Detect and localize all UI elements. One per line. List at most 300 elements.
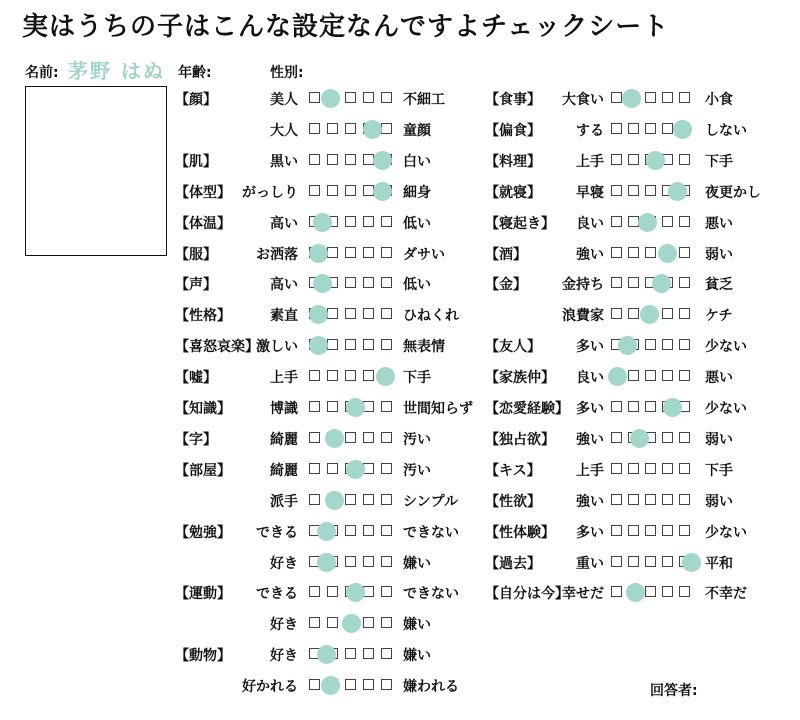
scale-box[interactable] bbox=[611, 154, 622, 165]
low-label: お洒落 bbox=[256, 246, 298, 263]
low-label: できる bbox=[256, 586, 298, 603]
low-label: 博識 bbox=[270, 401, 298, 417]
scale-box[interactable] bbox=[345, 308, 356, 319]
rating-marker bbox=[325, 429, 344, 448]
scale-box[interactable] bbox=[381, 494, 392, 505]
high-label: 下手 bbox=[705, 153, 733, 170]
scale-row bbox=[485, 146, 733, 176]
scale-box[interactable] bbox=[381, 679, 392, 690]
scale-box[interactable] bbox=[611, 401, 622, 412]
scale-row bbox=[485, 239, 733, 269]
scale-box[interactable] bbox=[662, 525, 673, 536]
scale-box[interactable] bbox=[679, 216, 690, 227]
category-label: 【喜怒哀楽】 bbox=[175, 339, 259, 356]
scale-box[interactable] bbox=[611, 247, 622, 258]
scale-box[interactable] bbox=[645, 401, 656, 412]
category-label: 【性欲】 bbox=[485, 493, 541, 510]
scale-boxes bbox=[309, 307, 399, 323]
high-label: ダサい bbox=[403, 246, 445, 263]
high-label: 少ない bbox=[705, 401, 747, 417]
scale-boxes bbox=[309, 276, 399, 292]
scale-box[interactable] bbox=[345, 556, 356, 567]
low-label: 早寝 bbox=[576, 184, 604, 201]
scale-box[interactable] bbox=[611, 586, 622, 597]
scale-box[interactable] bbox=[611, 525, 622, 536]
scale-box[interactable] bbox=[345, 370, 356, 381]
scale-row bbox=[485, 424, 733, 454]
low-label: 素直 bbox=[270, 308, 298, 325]
scale-boxes bbox=[611, 585, 696, 601]
scale-box[interactable] bbox=[345, 339, 356, 350]
category-label: 【独占欲】 bbox=[485, 431, 555, 448]
scale-box[interactable] bbox=[645, 339, 656, 350]
scale-box[interactable] bbox=[345, 525, 356, 536]
category-label: 【金】 bbox=[485, 277, 527, 294]
scale-box[interactable] bbox=[662, 308, 673, 319]
low-label: 多い bbox=[576, 524, 604, 541]
high-label: 嫌い bbox=[403, 648, 431, 665]
scale-boxes bbox=[611, 246, 696, 262]
scale-box[interactable] bbox=[327, 401, 338, 412]
low-label: 綺麗 bbox=[270, 431, 298, 448]
high-label: シンプル bbox=[403, 493, 459, 510]
scale-box[interactable] bbox=[645, 494, 656, 505]
scale-box[interactable] bbox=[611, 308, 622, 319]
scale-box[interactable] bbox=[309, 586, 320, 597]
scale-box[interactable] bbox=[309, 401, 320, 412]
scale-box[interactable] bbox=[327, 617, 338, 628]
high-label: ケチ bbox=[705, 308, 733, 325]
scale-box[interactable] bbox=[662, 432, 673, 443]
category-label: 【顔】 bbox=[175, 92, 217, 108]
scale-box[interactable] bbox=[327, 463, 338, 474]
scale-row bbox=[485, 393, 747, 423]
high-label: 不細工 bbox=[403, 92, 445, 108]
scale-box[interactable] bbox=[662, 556, 673, 567]
scale-boxes bbox=[309, 184, 399, 200]
scale-box[interactable] bbox=[327, 247, 338, 258]
low-label: する bbox=[576, 122, 604, 139]
rating-marker bbox=[373, 182, 392, 201]
scale-boxes bbox=[611, 215, 696, 231]
rating-marker bbox=[346, 398, 365, 417]
low-label: 大人 bbox=[270, 122, 298, 139]
scale-boxes bbox=[611, 462, 696, 478]
scale-boxes bbox=[309, 369, 399, 385]
scale-row bbox=[175, 455, 431, 485]
scale-box[interactable] bbox=[628, 525, 639, 536]
rating-marker bbox=[363, 120, 382, 139]
scale-box[interactable] bbox=[381, 463, 392, 474]
photo-box bbox=[25, 86, 167, 256]
scale-box[interactable] bbox=[381, 401, 392, 412]
rating-marker bbox=[668, 182, 687, 201]
scale-box[interactable] bbox=[363, 648, 374, 659]
category-label: 【食事】 bbox=[485, 92, 541, 108]
scale-box[interactable] bbox=[327, 123, 338, 134]
high-label: 悪い bbox=[705, 370, 733, 387]
scale-box[interactable] bbox=[345, 679, 356, 690]
scale-box[interactable] bbox=[363, 370, 374, 381]
category-label: 【自分は今】 bbox=[485, 586, 569, 603]
scale-box[interactable] bbox=[381, 92, 392, 103]
scale-box[interactable] bbox=[662, 370, 673, 381]
scale-row bbox=[485, 300, 733, 330]
scale-box[interactable] bbox=[363, 247, 374, 258]
scale-box[interactable] bbox=[309, 154, 320, 165]
scale-box[interactable] bbox=[381, 308, 392, 319]
scale-box[interactable] bbox=[628, 463, 639, 474]
high-label: 貧乏 bbox=[705, 277, 733, 294]
scale-boxes bbox=[309, 524, 399, 540]
scale-box[interactable] bbox=[628, 154, 639, 165]
low-label: 強い bbox=[576, 246, 604, 263]
scale-row bbox=[175, 146, 431, 176]
high-label: 下手 bbox=[403, 370, 431, 387]
high-label: できない bbox=[403, 586, 459, 603]
rating-marker bbox=[618, 336, 637, 355]
scale-box[interactable] bbox=[611, 494, 622, 505]
scale-row bbox=[175, 517, 459, 547]
scale-box[interactable] bbox=[645, 92, 656, 103]
scale-box[interactable] bbox=[345, 154, 356, 165]
high-label: 嫌い bbox=[403, 555, 431, 572]
scale-box[interactable] bbox=[662, 216, 673, 227]
rating-marker bbox=[346, 460, 365, 479]
scale-box[interactable] bbox=[628, 308, 639, 319]
rating-marker bbox=[376, 367, 395, 386]
category-label: 【知識】 bbox=[175, 401, 231, 417]
scale-boxes bbox=[309, 647, 399, 663]
low-label: 好かれる bbox=[242, 679, 298, 696]
scale-box[interactable] bbox=[327, 370, 338, 381]
low-label: 重い bbox=[576, 555, 604, 572]
scale-box[interactable] bbox=[611, 463, 622, 474]
scale-box[interactable] bbox=[309, 370, 320, 381]
scale-box[interactable] bbox=[345, 216, 356, 227]
rating-marker bbox=[309, 305, 328, 324]
scale-box[interactable] bbox=[645, 586, 656, 597]
high-label: 世間知らず bbox=[403, 401, 473, 417]
scale-box[interactable] bbox=[628, 123, 639, 134]
rating-marker bbox=[638, 213, 657, 232]
scale-box[interactable] bbox=[645, 247, 656, 258]
scale-box[interactable] bbox=[628, 277, 639, 288]
scale-boxes bbox=[611, 307, 696, 323]
high-label: 悪い bbox=[705, 215, 733, 232]
scale-box[interactable] bbox=[679, 92, 690, 103]
scale-box[interactable] bbox=[345, 432, 356, 443]
scale-box[interactable] bbox=[645, 370, 656, 381]
high-label: 少ない bbox=[705, 339, 747, 356]
scale-box[interactable] bbox=[363, 679, 374, 690]
scale-box[interactable] bbox=[363, 432, 374, 443]
scale-row bbox=[485, 578, 747, 608]
low-label: 金持ち bbox=[562, 277, 604, 294]
scale-box[interactable] bbox=[381, 525, 392, 536]
low-label: 好き bbox=[270, 555, 298, 572]
low-label: がっしり bbox=[242, 184, 298, 201]
scale-box[interactable] bbox=[662, 463, 673, 474]
scale-box[interactable] bbox=[327, 586, 338, 597]
scale-row bbox=[485, 362, 733, 392]
scale-box[interactable] bbox=[345, 92, 356, 103]
high-label: 弱い bbox=[705, 246, 733, 263]
scale-row bbox=[175, 424, 431, 454]
scale-box[interactable] bbox=[611, 432, 622, 443]
category-label: 【友人】 bbox=[485, 339, 541, 356]
rating-marker bbox=[626, 583, 645, 602]
low-label: 多い bbox=[576, 339, 604, 356]
scale-box[interactable] bbox=[363, 92, 374, 103]
scale-box[interactable] bbox=[363, 525, 374, 536]
scale-row bbox=[175, 331, 445, 361]
category-label: 【就寝】 bbox=[485, 184, 541, 201]
scale-box[interactable] bbox=[645, 123, 656, 134]
category-label: 【偏食】 bbox=[485, 122, 541, 139]
scale-boxes bbox=[309, 678, 399, 694]
scale-box[interactable] bbox=[679, 494, 690, 505]
category-label: 【声】 bbox=[175, 277, 217, 294]
rating-marker bbox=[663, 398, 682, 417]
scale-box[interactable] bbox=[611, 92, 622, 103]
scale-box[interactable] bbox=[381, 432, 392, 443]
high-label: 汚い bbox=[403, 462, 431, 479]
scale-box[interactable] bbox=[645, 463, 656, 474]
high-label: 平和 bbox=[705, 555, 733, 572]
scale-box[interactable] bbox=[645, 556, 656, 567]
rating-marker bbox=[313, 213, 332, 232]
scale-box[interactable] bbox=[381, 277, 392, 288]
scale-box[interactable] bbox=[363, 216, 374, 227]
scale-box[interactable] bbox=[679, 247, 690, 258]
rating-marker bbox=[608, 367, 627, 386]
scale-box[interactable] bbox=[611, 123, 622, 134]
scale-box[interactable] bbox=[628, 401, 639, 412]
high-label: 低い bbox=[403, 277, 431, 294]
scale-box[interactable] bbox=[363, 308, 374, 319]
scale-boxes bbox=[309, 215, 399, 231]
low-label: 派手 bbox=[270, 493, 298, 510]
category-label: 【性体験】 bbox=[485, 524, 555, 541]
high-label: 童顔 bbox=[403, 122, 431, 139]
scale-row bbox=[485, 177, 761, 207]
scale-box[interactable] bbox=[679, 586, 690, 597]
high-label: 下手 bbox=[705, 462, 733, 479]
scale-box[interactable] bbox=[309, 432, 320, 443]
scale-row bbox=[175, 300, 459, 330]
answerer-label: 回答者: bbox=[650, 683, 698, 699]
category-label: 【運動】 bbox=[175, 586, 231, 603]
scale-row bbox=[485, 208, 733, 238]
scale-row bbox=[175, 239, 445, 269]
rating-marker bbox=[317, 522, 336, 541]
scale-box[interactable] bbox=[309, 494, 320, 505]
low-label: 上手 bbox=[576, 153, 604, 170]
name-value: 茅野 はぬ bbox=[68, 59, 165, 83]
scale-box[interactable] bbox=[662, 92, 673, 103]
scale-box[interactable] bbox=[679, 370, 690, 381]
high-label: 細身 bbox=[403, 184, 431, 201]
high-label: 夜更かし bbox=[705, 184, 761, 201]
scale-box[interactable] bbox=[679, 432, 690, 443]
scale-box[interactable] bbox=[381, 247, 392, 258]
scale-row bbox=[485, 455, 733, 485]
scale-row bbox=[175, 393, 473, 423]
scale-box[interactable] bbox=[628, 247, 639, 258]
low-label: 黒い bbox=[270, 153, 298, 170]
scale-row bbox=[175, 269, 431, 299]
scale-box[interactable] bbox=[679, 525, 690, 536]
scale-box[interactable] bbox=[611, 556, 622, 567]
rating-marker bbox=[309, 244, 328, 263]
low-label: 良い bbox=[576, 215, 604, 232]
scale-box[interactable] bbox=[345, 185, 356, 196]
scale-box[interactable] bbox=[345, 648, 356, 659]
scale-box[interactable] bbox=[381, 339, 392, 350]
scale-box[interactable] bbox=[381, 617, 392, 628]
rating-marker bbox=[646, 151, 665, 170]
scale-box[interactable] bbox=[662, 494, 673, 505]
category-label: 【字】 bbox=[175, 431, 217, 448]
low-label: 浪費家 bbox=[562, 308, 604, 325]
rating-marker bbox=[373, 151, 392, 170]
low-label: 幸せだ bbox=[562, 586, 604, 603]
scale-box[interactable] bbox=[611, 277, 622, 288]
scale-box[interactable] bbox=[327, 154, 338, 165]
scale-box[interactable] bbox=[381, 123, 392, 134]
scale-row bbox=[485, 331, 747, 361]
low-label: 好き bbox=[270, 617, 298, 634]
scale-box[interactable] bbox=[309, 92, 320, 103]
rating-marker bbox=[317, 553, 336, 572]
high-label: 無表情 bbox=[403, 339, 445, 356]
scale-box[interactable] bbox=[611, 185, 622, 196]
scale-box[interactable] bbox=[645, 185, 656, 196]
scale-box[interactable] bbox=[645, 525, 656, 536]
scale-row bbox=[485, 517, 747, 547]
high-label: 少ない bbox=[705, 524, 747, 541]
category-label: 【キス】 bbox=[485, 462, 541, 479]
scale-boxes bbox=[309, 493, 399, 509]
scale-row bbox=[485, 486, 733, 516]
category-label: 【家族仲】 bbox=[485, 370, 555, 387]
scale-box[interactable] bbox=[309, 617, 320, 628]
scale-box[interactable] bbox=[345, 494, 356, 505]
scale-box[interactable] bbox=[345, 123, 356, 134]
rating-marker bbox=[346, 583, 365, 602]
scale-row bbox=[175, 548, 431, 578]
low-label: 高い bbox=[270, 215, 298, 232]
gender-label: 性別: bbox=[270, 65, 304, 81]
rating-marker bbox=[622, 89, 641, 108]
scale-box[interactable] bbox=[679, 463, 690, 474]
scale-box[interactable] bbox=[662, 339, 673, 350]
scale-boxes bbox=[309, 462, 399, 478]
category-label: 【料理】 bbox=[485, 153, 541, 170]
scale-box[interactable] bbox=[363, 277, 374, 288]
scale-boxes bbox=[611, 369, 696, 385]
high-label: できない bbox=[403, 524, 459, 541]
scale-boxes bbox=[309, 400, 399, 416]
low-label: 大食い bbox=[562, 92, 604, 108]
scale-box[interactable] bbox=[345, 247, 356, 258]
rating-marker bbox=[313, 274, 332, 293]
scale-boxes bbox=[309, 555, 399, 571]
scale-box[interactable] bbox=[679, 154, 690, 165]
scale-row bbox=[175, 115, 431, 145]
scale-box[interactable] bbox=[628, 370, 639, 381]
scale-box[interactable] bbox=[309, 123, 320, 134]
low-label: 好き bbox=[270, 648, 298, 665]
scale-box[interactable] bbox=[309, 463, 320, 474]
scale-box[interactable] bbox=[327, 308, 338, 319]
scale-box[interactable] bbox=[628, 556, 639, 567]
scale-boxes bbox=[611, 555, 696, 571]
scale-boxes bbox=[309, 153, 399, 169]
scale-row bbox=[485, 269, 733, 299]
scale-box[interactable] bbox=[363, 556, 374, 567]
category-label: 【部屋】 bbox=[175, 462, 231, 479]
scale-row bbox=[485, 84, 733, 114]
scale-box[interactable] bbox=[628, 185, 639, 196]
scale-box[interactable] bbox=[679, 308, 690, 319]
scale-boxes bbox=[309, 338, 399, 354]
scale-box[interactable] bbox=[662, 123, 673, 134]
scale-box[interactable] bbox=[345, 277, 356, 288]
scale-box[interactable] bbox=[363, 494, 374, 505]
high-label: ひねくれ bbox=[403, 308, 459, 325]
scale-row bbox=[175, 208, 431, 238]
scale-boxes bbox=[309, 122, 399, 138]
scale-boxes bbox=[611, 431, 696, 447]
scale-box[interactable] bbox=[679, 277, 690, 288]
high-label: 弱い bbox=[705, 431, 733, 448]
page-title: 実はうちの子はこんな設定なんですよチェックシート bbox=[22, 12, 670, 42]
scale-box[interactable] bbox=[381, 648, 392, 659]
scale-boxes bbox=[611, 122, 696, 138]
scale-boxes bbox=[611, 400, 696, 416]
scale-row bbox=[175, 671, 459, 701]
scale-box[interactable] bbox=[679, 339, 690, 350]
scale-box[interactable] bbox=[363, 617, 374, 628]
scale-box[interactable] bbox=[611, 216, 622, 227]
scale-row bbox=[175, 84, 445, 114]
low-label: 高い bbox=[270, 277, 298, 294]
scale-box[interactable] bbox=[327, 339, 338, 350]
low-label: 激しい bbox=[256, 339, 298, 356]
scale-box[interactable] bbox=[381, 556, 392, 567]
scale-box[interactable] bbox=[327, 185, 338, 196]
low-label: 強い bbox=[576, 493, 604, 510]
high-label: 白い bbox=[403, 153, 431, 170]
name-label: 名前: bbox=[25, 65, 59, 81]
scale-box[interactable] bbox=[363, 339, 374, 350]
scale-boxes bbox=[611, 276, 696, 292]
scale-box[interactable] bbox=[381, 216, 392, 227]
scale-box[interactable] bbox=[381, 586, 392, 597]
scale-boxes bbox=[611, 493, 696, 509]
scale-boxes bbox=[309, 246, 399, 262]
rating-marker bbox=[630, 429, 649, 448]
category-label: 【肌】 bbox=[175, 153, 217, 170]
scale-box[interactable] bbox=[628, 494, 639, 505]
scale-box[interactable] bbox=[662, 586, 673, 597]
category-label: 【体温】 bbox=[175, 215, 231, 232]
category-label: 【過去】 bbox=[485, 555, 541, 572]
scale-box[interactable] bbox=[309, 185, 320, 196]
scale-box[interactable] bbox=[309, 679, 320, 690]
